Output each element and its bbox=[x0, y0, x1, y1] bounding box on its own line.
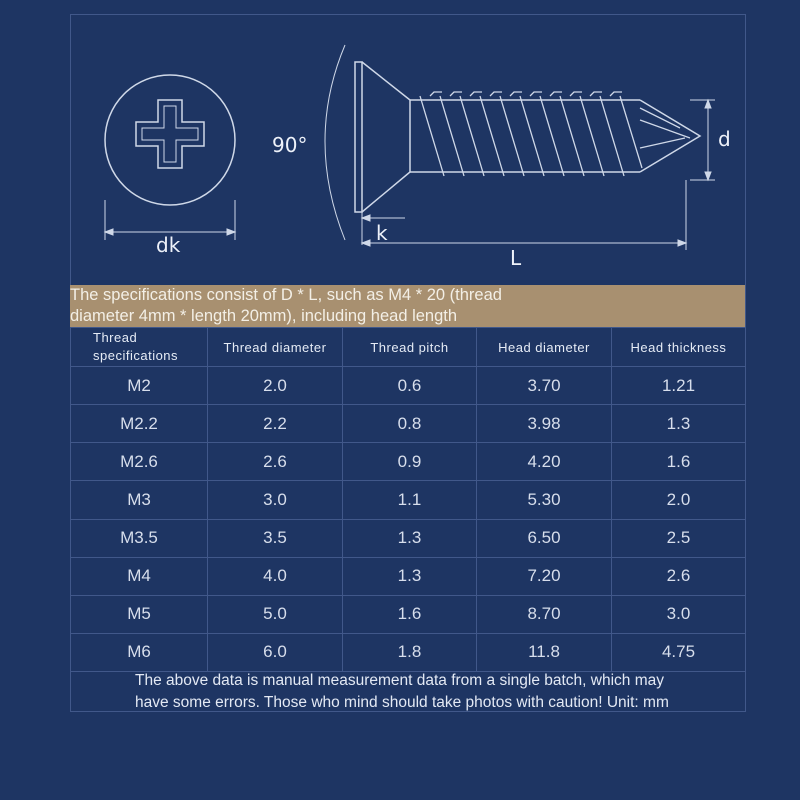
header-line-1: Thread bbox=[93, 330, 138, 345]
table-cell: 1.3 bbox=[343, 557, 477, 595]
table-cell: 4.75 bbox=[612, 633, 746, 671]
table-cell: 6.0 bbox=[208, 633, 343, 671]
table-cell: 0.9 bbox=[343, 443, 477, 481]
L-label: L bbox=[510, 246, 522, 270]
angle-arc bbox=[325, 45, 345, 240]
table-row bbox=[71, 481, 746, 519]
table-cell: M4 bbox=[71, 557, 208, 595]
table-cell: 1.1 bbox=[343, 481, 477, 519]
dk-label: dk bbox=[156, 233, 181, 257]
table-cell: M2 bbox=[71, 367, 208, 405]
table-cell: M2.6 bbox=[71, 443, 208, 481]
table-cell: 3.0 bbox=[208, 481, 343, 519]
table-row bbox=[71, 633, 746, 671]
banner-line-2: diameter 4mm * length 20mm), including head length bbox=[70, 307, 458, 325]
table-cell: M2.2 bbox=[71, 405, 208, 443]
screw-side-view bbox=[355, 62, 700, 212]
note-line-1: The above data is manual measurement data from a single batch, which may bbox=[135, 672, 664, 689]
table-cell: M5 bbox=[71, 595, 208, 633]
header-line-2: specifications bbox=[93, 348, 179, 363]
header-thread-specifications bbox=[71, 328, 208, 367]
table-cell: 4.0 bbox=[208, 557, 343, 595]
table-cell: 2.5 bbox=[612, 519, 746, 557]
table-row bbox=[71, 443, 746, 481]
table-cell: 5.30 bbox=[477, 481, 612, 519]
note-line-2: have some errors. Those who mind should take photos with caution! Unit: mm bbox=[135, 694, 669, 711]
table-row bbox=[71, 557, 746, 595]
table-cell: 2.0 bbox=[612, 481, 746, 519]
table-header-row bbox=[71, 328, 746, 367]
table-cell: 0.6 bbox=[343, 367, 477, 405]
table-cell: M3 bbox=[71, 481, 208, 519]
table-cell: 3.0 bbox=[612, 595, 746, 633]
table-cell: 3.70 bbox=[477, 367, 612, 405]
table-cell: M6 bbox=[71, 633, 208, 671]
screw-dimension-diagram bbox=[0, 0, 800, 285]
table-cell: 2.6 bbox=[208, 443, 343, 481]
specification-table bbox=[70, 327, 746, 672]
table-row bbox=[71, 519, 746, 557]
d-label: d bbox=[718, 127, 731, 151]
table-cell: 2.0 bbox=[208, 367, 343, 405]
phillips-cross-icon bbox=[136, 100, 204, 168]
screw-head-top-view bbox=[105, 75, 235, 205]
table-cell: 3.98 bbox=[477, 405, 612, 443]
table-cell: M3.5 bbox=[71, 519, 208, 557]
table-cell: 7.20 bbox=[477, 557, 612, 595]
table-row bbox=[71, 367, 746, 405]
table-cell: 1.3 bbox=[343, 519, 477, 557]
table-cell: 8.70 bbox=[477, 595, 612, 633]
table-cell: 2.2 bbox=[208, 405, 343, 443]
table-cell: 2.6 bbox=[612, 557, 746, 595]
table-cell: 1.8 bbox=[343, 633, 477, 671]
table-body bbox=[71, 367, 746, 672]
k-label: k bbox=[376, 221, 388, 245]
specification-banner bbox=[70, 285, 745, 327]
angle-label: 90° bbox=[272, 133, 308, 157]
header-thread-pitch: Thread pitch bbox=[343, 328, 477, 367]
header-head-diameter: Head diameter bbox=[477, 328, 612, 367]
table-cell: 1.3 bbox=[612, 405, 746, 443]
table-cell: 3.5 bbox=[208, 519, 343, 557]
measurement-note bbox=[135, 670, 745, 714]
table-cell: 1.21 bbox=[612, 367, 746, 405]
table-cell: 1.6 bbox=[343, 595, 477, 633]
banner-line-1: The specifications consist of D * L, such as M4 * 20 (thread bbox=[70, 286, 502, 304]
table-row bbox=[71, 595, 746, 633]
table-cell: 1.6 bbox=[612, 443, 746, 481]
table-cell: 0.8 bbox=[343, 405, 477, 443]
header-thread-diameter: Thread diameter bbox=[208, 328, 343, 367]
header-head-thickness: Head thickness bbox=[612, 328, 746, 367]
table-cell: 6.50 bbox=[477, 519, 612, 557]
table-cell: 5.0 bbox=[208, 595, 343, 633]
L-dimension bbox=[362, 180, 686, 250]
table-cell: 11.8 bbox=[477, 633, 612, 671]
table-row bbox=[71, 405, 746, 443]
table-cell: 4.20 bbox=[477, 443, 612, 481]
